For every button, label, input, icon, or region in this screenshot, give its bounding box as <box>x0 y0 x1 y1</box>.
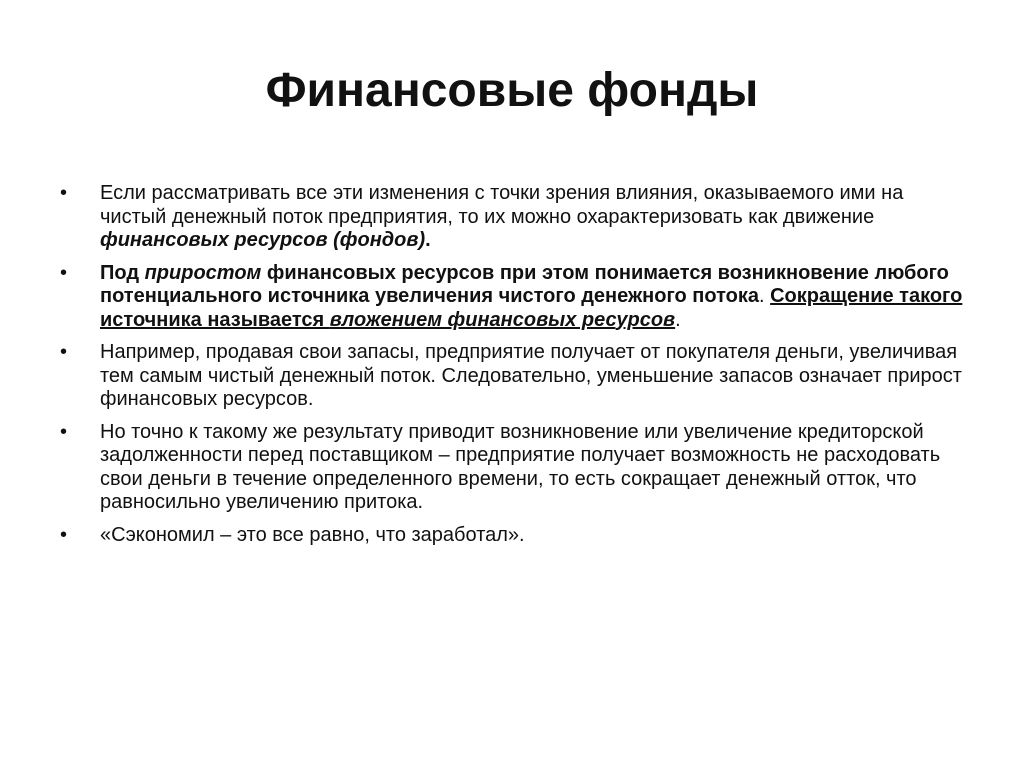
bullet-underlined-emphasis: вложением финансовых ресурсов <box>329 308 676 331</box>
bullet-text: Например, продавая свои запасы, предприятие получает от покупателя деньги, увеличивая тем самым чистый денежный поток. Следовательно, уменьшение запасов означает прирост финансовых ресурсов. <box>100 341 962 410</box>
slide-title: Финансовые фонды <box>265 64 759 117</box>
bullet-emphasis: приростом <box>144 261 262 284</box>
bullet-item-2 <box>60 262 965 333</box>
bullet-punct: . <box>675 308 681 331</box>
bullet-emphasis: финансовых ресурсов (фондов) <box>100 229 426 251</box>
bullet-dot-icon: • <box>60 182 68 204</box>
bullet-list <box>60 182 965 556</box>
bullet-punct: . <box>758 285 771 307</box>
bullet-item-5 <box>60 524 965 548</box>
bullet-dot-icon: • <box>60 341 68 363</box>
bullet-text: Под <box>100 261 145 284</box>
bullet-dot-icon: • <box>60 523 68 546</box>
bullet-text: Но точно к такому же результату приводит возникновение или увеличение кредиторской задолженности перед поставщиком – предприятие получает возможность не расходовать свои деньги в течение определенного времени, то есть сокращает денежный отток, что равносильно увеличению притока. <box>100 420 941 513</box>
bullet-item-4 <box>60 421 965 515</box>
bullet-underlined-text: Сокращение такого источника называется <box>100 285 963 331</box>
bullet-text: Если рассматривать все эти изменения с точки зрения влияния, оказываемого ими на чистый денежный поток предприятия, то их можно охарактеризовать как движение <box>100 182 904 228</box>
bullet-item-1 <box>60 182 965 253</box>
bullet-punct: . <box>425 229 431 251</box>
bullet-text: финансовых ресурсов при этом понимается возникновение любого потенциального источника увеличения чистого денежного потока <box>100 261 949 307</box>
bullet-dot-icon: • <box>60 261 68 284</box>
bullet-text: «Сэкономил – это все равно, что заработал». <box>100 523 525 546</box>
bullet-dot-icon: • <box>60 420 68 443</box>
bullet-item-3 <box>60 341 965 412</box>
